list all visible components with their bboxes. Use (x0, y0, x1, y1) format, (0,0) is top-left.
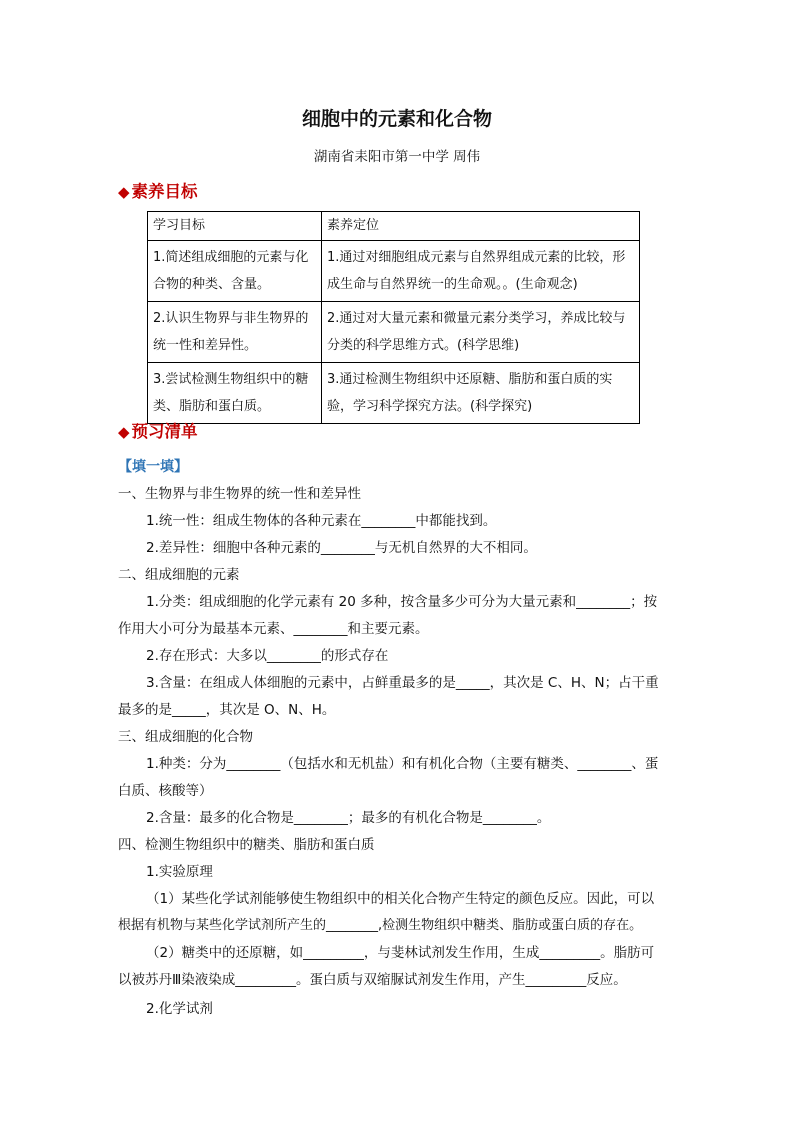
list-item: 四、检测生物组织中的糖类、脂肪和蛋白质 (118, 837, 375, 853)
list-item: 以被苏丹Ⅲ染液染成_________。蛋白质与双缩脲试剂发生作用，产生_________反应。 (118, 972, 627, 988)
list-item: 1.实验原理 (146, 864, 213, 880)
list-item: （1）某些化学试剂能够使生物组织中的相关化合物产生特定的颜色反应。因此，可以 (146, 891, 655, 907)
list-item: 2.化学试剂 (146, 1001, 213, 1017)
list-item: 2.含量：最多的化合物是________；最多的有机化合物是________。 (146, 810, 551, 826)
list-item: 三、组成细胞的化合物 (118, 729, 253, 745)
table-header-row (148, 212, 640, 241)
goals-table (147, 211, 640, 424)
list-item: 3.含量：在组成人体细胞的元素中，占鲜重最多的是_____，其次是 C、H、N；占干重 (146, 675, 659, 691)
table-header: 学习目标 (148, 212, 322, 241)
table-row (148, 241, 640, 302)
diamond-icon: ◆ (118, 423, 130, 441)
table-cell: 3.尝试检测生物组织中的糖类、脂肪和蛋白质。 (148, 363, 322, 424)
list-item: 1.种类：分为________（包括水和无机盐）和有机化合物（主要有糖类、________、蛋 (146, 756, 659, 772)
list-item: 白质、核酸等） (118, 783, 213, 799)
page-title: 细胞中的元素和化合物 (301, 108, 492, 130)
section-preview-label: 预习清单 (131, 422, 198, 441)
table-row (148, 302, 640, 363)
list-item: 2.差异性：细胞中各种元素的________与无机自然界的大不相同。 (146, 540, 537, 556)
list-item: 最多的是_____，其次是 O、N、H。 (118, 702, 336, 718)
section-goals-label: 素养目标 (131, 182, 198, 201)
list-item: 根据有机物与某些化学试剂所产生的________,检测生物组织中糖类、脂肪或蛋白质的存在。 (118, 918, 643, 933)
table-cell: 1.简述组成细胞的元素与化合物的种类、含量。 (148, 241, 322, 302)
fill-in-heading: 【填一填】 (118, 459, 188, 475)
table-header: 素养定位 (322, 212, 640, 241)
section-goals-heading (118, 178, 198, 202)
table-cell: 2.通过对大量元素和微量元素分类学习，养成比较与分类的科学思维方式。(科学思维) (322, 302, 640, 363)
list-item: 二、组成细胞的元素 (118, 567, 240, 583)
list-item: 1.统一性：组成生物体的各种元素在________中都能找到。 (146, 513, 497, 529)
list-item: 作用大小可分为最基本元素、________和主要元素。 (118, 621, 429, 637)
list-item: 一、生物界与非生物界的统一性和差异性 (118, 486, 361, 502)
section-preview-heading (118, 418, 198, 442)
table-cell: 1.通过对细胞组成元素与自然界组成元素的比较，形成生命与自然界统一的生命观。。(生命观念) (322, 241, 640, 302)
list-item: 1.分类：组成细胞的化学元素有 20 多种，按含量多少可分为大量元素和________；按 (146, 594, 658, 610)
table-row (148, 363, 640, 424)
table-cell: 2.认识生物界与非生物界的统一性和差异性。 (148, 302, 322, 363)
author-line: 湖南省耒阳市第一中学 周伟 (313, 149, 481, 165)
list-item: 2.存在形式：大多以________的形式存在 (146, 648, 389, 664)
table-cell: 3.通过检测生物组织中还原糖、脂肪和蛋白质的实验，学习科学探究方法。(科学探究) (322, 363, 640, 424)
list-item: （2）糖类中的还原糖，如_________，与斐林试剂发生作用，生成_________。脂肪可 (146, 945, 655, 961)
diamond-icon: ◆ (118, 183, 130, 201)
